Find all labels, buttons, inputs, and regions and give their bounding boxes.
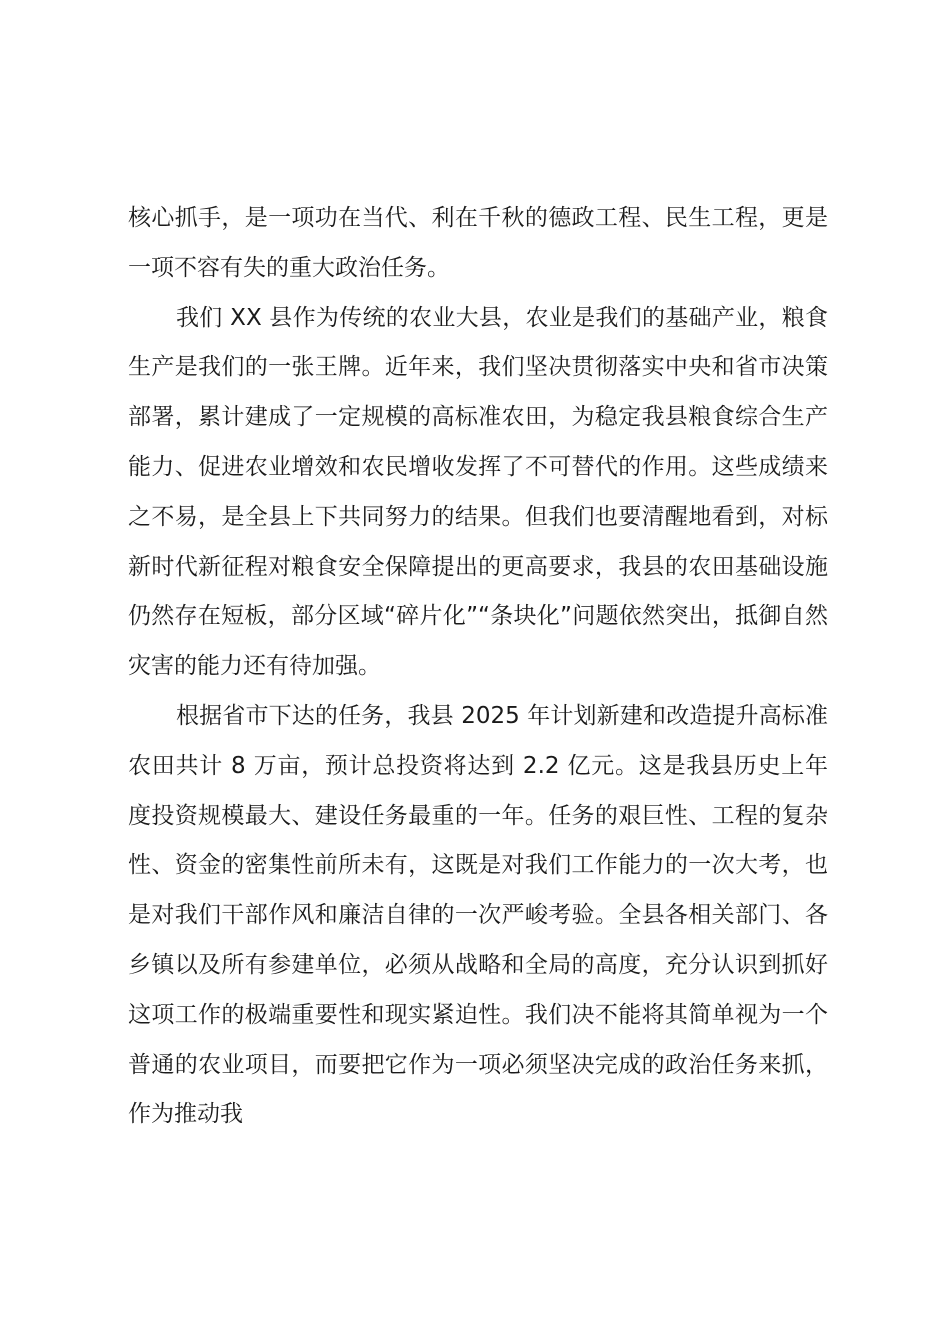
document-body [128, 194, 828, 1140]
paragraph-3: 根据省市下达的任务，我县 2025 年计划新建和改造提升高标准农田共计 8 万亩，预计总投资将达到 2.2 亿元。这是我县历史上年度投资规模最大、建设任务最重的一年。任务的艰巨性、工程的复杂性、资金的密集性前所未有，这既是对我们工作能力的一次大考，也是对我们干部作风和廉洁自律的一次严峻考验。全县各相关部门、各乡镇以及所有参建单位，必须从战略和全局的高度，充分认识到抓好这项工作的极端重要性和现实紧迫性。我们决不能将其简单视为一个普通的农业项目，而要把它作为一项必须坚决完成的政治任务来抓，作为推动我 [128, 702, 828, 1128]
paragraph-1: 核心抓手，是一项功在当代、利在千秋的德政工程、民生工程，更是一项不容有失的重大政治任务。 [128, 205, 828, 281]
paragraph-2: 我们 XX 县作为传统的农业大县，农业是我们的基础产业，粮食生产是我们的一张王牌。近年来，我们坚决贯彻落实中央和省市决策部署，累计建成了一定规模的高标准农田，为稳定我县粮食综合生产能力、促进农业增效和农民增收发挥了不可替代的作用。这些成绩来之不易，是全县上下共同努力的结果。但我们也要清醒地看到，对标新时代新征程对粮食安全保障提出的更高要求，我县的农田基础设施仍然存在短板，部分区域“碎片化”“条块化”问题依然突出，抵御自然灾害的能力还有待加强。 [128, 304, 828, 680]
